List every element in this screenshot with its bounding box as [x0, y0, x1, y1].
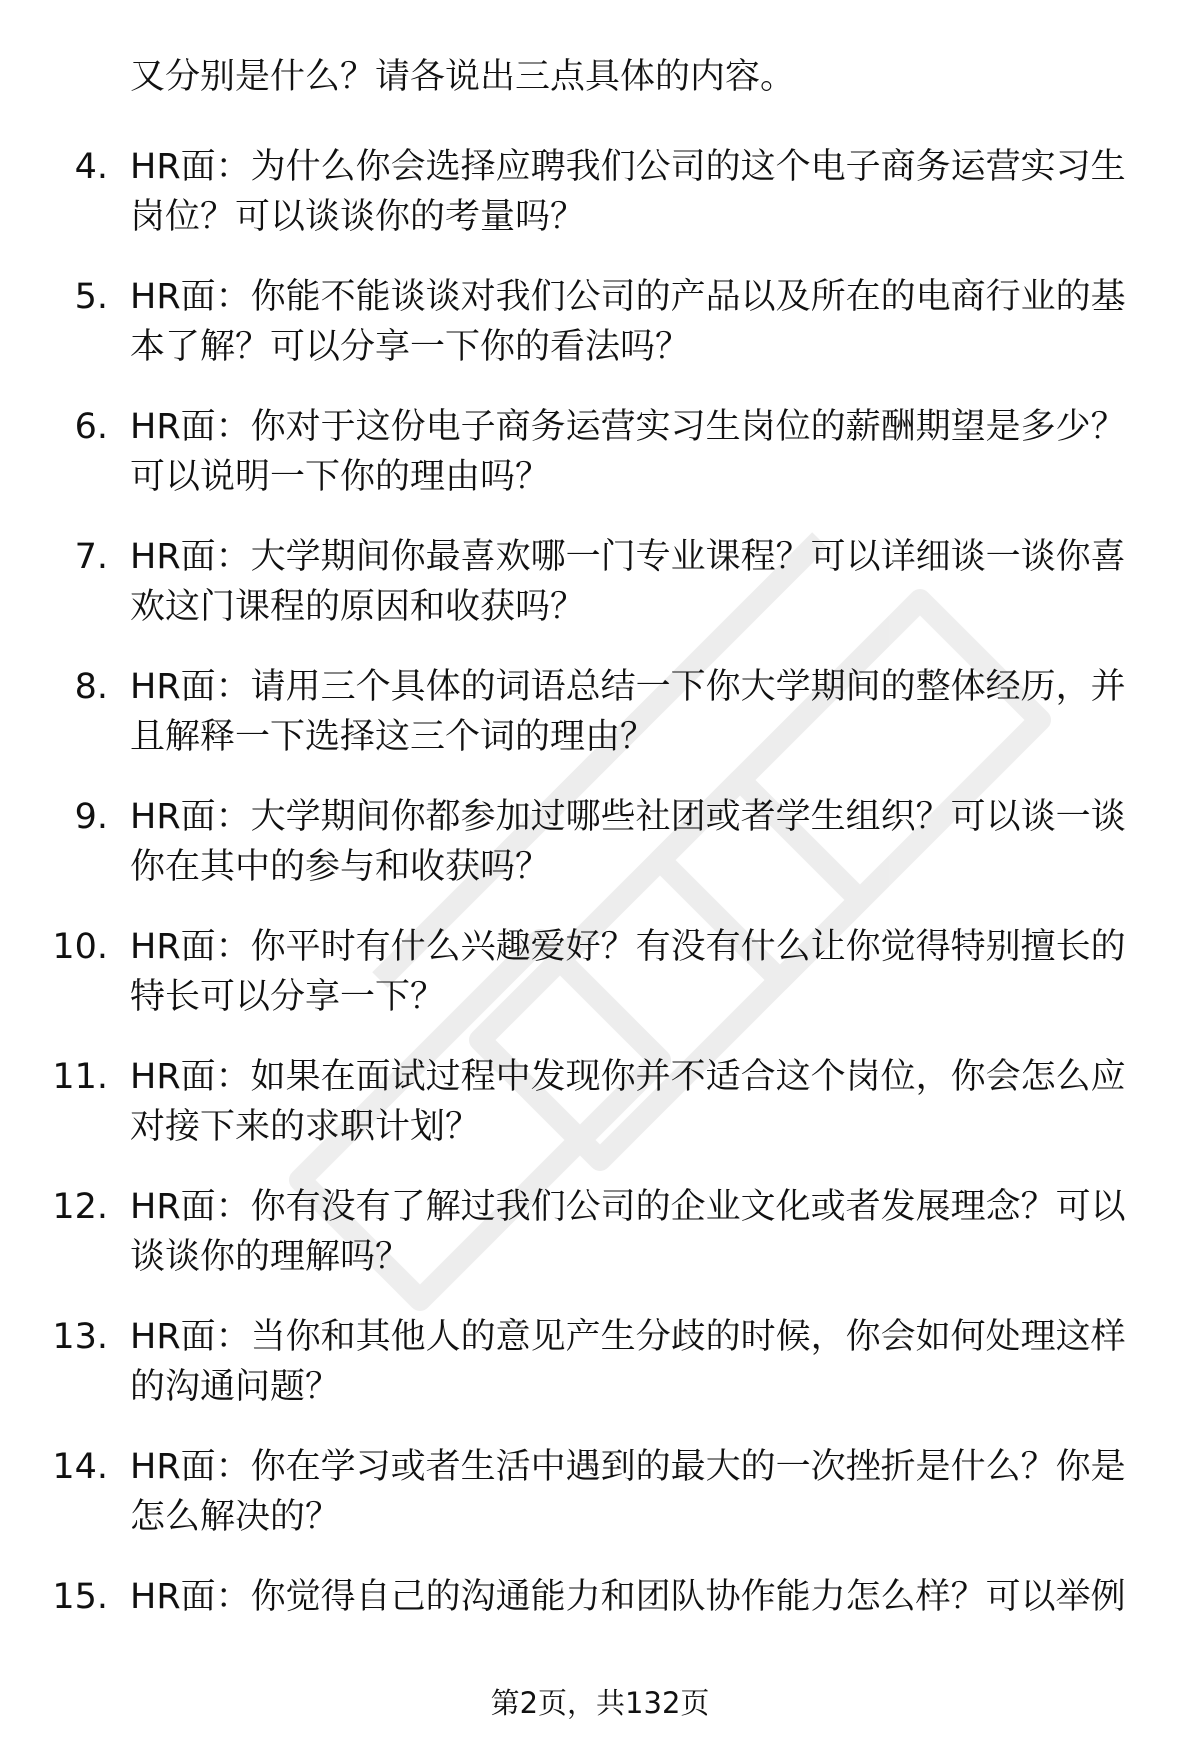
question-item — [0, 1312, 1200, 1442]
question-number: 9. — [74, 797, 108, 837]
question-text — [130, 272, 1160, 372]
question-text — [130, 1312, 1160, 1412]
question-line: HR面：你觉得自己的沟通能力和团队协作能力怎么样？可以举例 — [130, 1577, 1126, 1617]
question-text — [130, 1182, 1160, 1282]
question-line: 谈谈你的理解吗？ — [130, 1237, 411, 1277]
question-number: 8. — [74, 667, 108, 707]
question-item — [0, 1442, 1200, 1572]
question-text — [130, 1052, 1160, 1152]
question-number: 13. — [52, 1317, 108, 1357]
question-line: HR面：为什么你会选择应聘我们公司的这个电子商务运营实习生 — [130, 147, 1126, 187]
question-item — [0, 662, 1200, 792]
question-text — [130, 402, 1160, 502]
question-line: 对接下来的求职计划？ — [130, 1107, 481, 1147]
question-item — [0, 532, 1200, 662]
question-line: 且解释一下选择这三个词的理由？ — [130, 717, 656, 757]
question-line: HR面：你有没有了解过我们公司的企业文化或者发展理念？可以 — [130, 1187, 1126, 1227]
question-line: HR面：当你和其他人的意见产生分歧的时候，你会如何处理这样 — [130, 1317, 1126, 1357]
question-line: HR面：你对于这份电子商务运营实习生岗位的薪酬期望是多少？ — [130, 407, 1126, 447]
question-number: 15. — [52, 1577, 108, 1617]
question-line: 的沟通问题？ — [130, 1367, 341, 1407]
question-line: HR面：大学期间你最喜欢哪一门专业课程？可以详细谈一谈你喜 — [130, 537, 1126, 577]
question-text — [130, 142, 1160, 242]
question-number: 7. — [74, 537, 108, 577]
question-list — [0, 142, 1200, 1702]
question-number: 4. — [74, 147, 108, 187]
question-line: HR面：大学期间你都参加过哪些社团或者学生组织？可以谈一谈 — [130, 797, 1126, 837]
question-line: 怎么解决的？ — [130, 1497, 341, 1537]
question-line: 岗位？可以谈谈你的考量吗？ — [130, 197, 586, 237]
question-text — [130, 1442, 1160, 1542]
question-item — [0, 922, 1200, 1052]
question-item — [0, 792, 1200, 922]
question-number: 5. — [74, 277, 108, 317]
question-number: 11. — [52, 1057, 108, 1097]
question-text — [130, 922, 1160, 1022]
question-line: 你在其中的参与和收获吗？ — [130, 847, 551, 887]
question-number: 14. — [52, 1447, 108, 1487]
question-line: HR面：请用三个具体的词语总结一下你大学期间的整体经历，并 — [130, 667, 1126, 707]
question-item — [0, 142, 1200, 272]
question-line: 本了解？可以分享一下你的看法吗？ — [130, 327, 691, 367]
question-line: HR面：你在学习或者生活中遇到的最大的一次挫折是什么？你是 — [130, 1447, 1126, 1487]
question-item — [0, 272, 1200, 402]
question-line: 可以说明一下你的理由吗？ — [130, 457, 551, 497]
question-line: HR面：你能不能谈谈对我们公司的产品以及所在的电商行业的基 — [130, 277, 1126, 317]
question-number: 6. — [74, 407, 108, 447]
question-text — [130, 532, 1160, 632]
question-line: 欢这门课程的原因和收获吗？ — [130, 587, 586, 627]
question-number: 12. — [52, 1187, 108, 1227]
question-number: 10. — [52, 927, 108, 967]
question-item — [0, 1052, 1200, 1182]
question-line: HR面：你平时有什么兴趣爱好？有没有什么让你觉得特别擅长的 — [130, 927, 1126, 967]
question-text — [130, 662, 1160, 762]
continuation-line: 又分别是什么？请各说出三点具体的内容。 — [130, 57, 796, 97]
question-line: HR面：如果在面试过程中发现你并不适合这个岗位，你会怎么应 — [130, 1057, 1126, 1097]
question-item — [0, 402, 1200, 532]
question-text — [130, 792, 1160, 892]
page-footer: 第2页，共132页 — [490, 1686, 710, 1720]
question-text — [130, 1572, 1160, 1622]
question-line: 特长可以分享一下？ — [130, 977, 446, 1017]
question-item — [0, 1182, 1200, 1312]
